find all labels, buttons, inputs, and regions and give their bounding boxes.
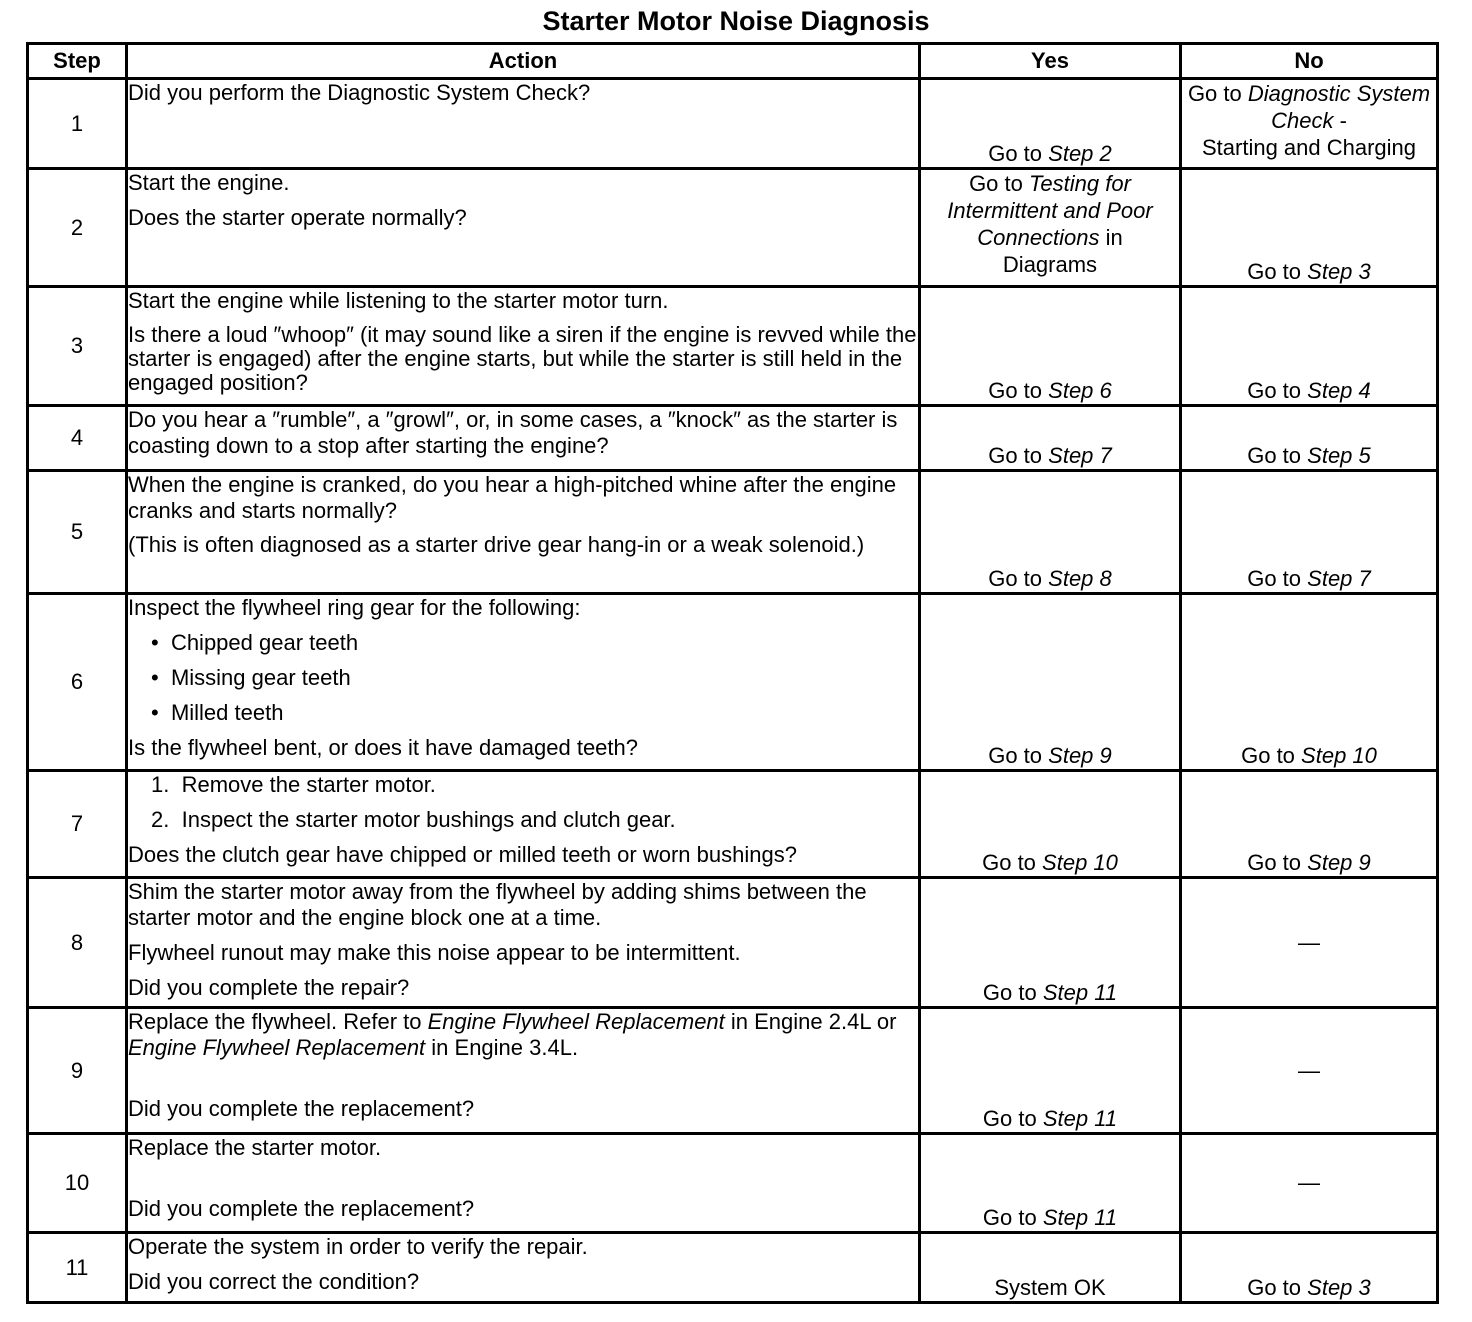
table-row [28,878,1438,1008]
action-question: Did you complete the repair? [128,975,410,1000]
no-cell [1181,169,1438,287]
no-cell [1181,287,1438,406]
step-number: 5 [28,471,127,594]
action-instruction: Inspect the flywheel ring gear for the following: [128,595,581,620]
no-step-link[interactable]: Step 5 [1307,443,1371,468]
step-number: 1 [28,79,127,169]
yes-cell [920,1233,1181,1303]
step-number: 8 [28,878,127,1008]
table-row [28,771,1438,878]
bullet-text: Milled teeth [170,700,284,725]
step-number: 4 [28,406,127,471]
bullet-text: Missing gear teeth [170,665,351,690]
step-text: Inspect the starter motor bushings and clutch gear. [181,807,676,832]
action-cell [127,169,920,287]
step-number: 7 [28,771,127,878]
go-to-text: Go to [988,443,1043,468]
numbered-step [151,807,918,833]
no-cell [1181,771,1438,878]
action-cell [127,1233,920,1303]
go-to-text: Go to [969,171,1023,196]
no-cell [1181,594,1438,771]
no-step-link[interactable]: Step 4 [1307,378,1371,403]
table-row [28,1008,1438,1134]
go-to-text: Go to [1187,81,1242,106]
yes-suffix: in [1099,225,1123,250]
bullet-item [151,630,918,656]
no-cell-empty: — [1181,1008,1438,1134]
instruction-text: in Engine 3.4L. [425,1035,579,1060]
yes-step-link[interactable]: Step 2 [1048,141,1112,166]
action-note: (This is often diagnosed as a starter drive gear hang-in or a weak solenoid.) [128,532,865,557]
no-step-link[interactable]: Step 3 [1307,1275,1371,1300]
go-to-text: Go to [988,743,1043,768]
table-row [28,79,1438,169]
yes-cell [920,1008,1181,1134]
step-number: 11 [28,1233,127,1303]
action-question: Is there a loud ″whoop″ (it may sound like a siren if the engine is revved while the starter is engaged) after the engine starts, but while the starter is still held in the engaged position? [128,322,917,395]
step-number: 9 [28,1008,127,1134]
action-question: Did you complete the replacement? [128,1196,475,1221]
yes-step-link[interactable]: Step 8 [1048,566,1112,591]
go-to-text: Go to [1247,566,1302,591]
procedure-link[interactable]: Engine Flywheel Replacement [128,1035,426,1060]
yes-cell [920,287,1181,406]
no-cell [1181,471,1438,594]
yes-step-link[interactable]: Step 11 [1042,980,1118,1005]
no-step-link[interactable]: Step 3 [1307,259,1371,284]
yes-cell [920,406,1181,471]
action-instruction: Operate the system in order to verify the repair. [128,1234,588,1259]
go-to-text: Go to [1247,443,1302,468]
action-question: Does the clutch gear have chipped or milled teeth or worn bushings? [128,842,797,867]
step-index: 2. [151,807,170,832]
instruction-text: in Engine 2.4L or [724,1009,897,1034]
yes-procedure-link[interactable]: Testing for Intermittent and Poor Connections [947,171,1153,250]
yes-cell [920,878,1181,1008]
no-subtext: Starting and Charging [1201,135,1417,160]
step-number: 6 [28,594,127,771]
bullet-icon: • [151,630,159,655]
table-row [28,287,1438,406]
action-cell [127,406,920,471]
yes-cell [920,1134,1181,1233]
action-instruction: Start the engine. [128,170,290,195]
header-row [28,44,1438,79]
step-text: Remove the starter motor. [181,772,436,797]
yes-cell [920,771,1181,878]
go-to-text: Go to [1247,1275,1302,1300]
yes-step-link[interactable]: Step 9 [1048,743,1112,768]
no-cell [1181,1233,1438,1303]
go-to-text: Go to [1247,259,1302,284]
no-cell [1181,406,1438,471]
action-cell [127,471,920,594]
procedure-link[interactable]: Engine Flywheel Replacement [427,1009,725,1034]
system-ok-text: System OK [994,1275,1106,1300]
action-cell [127,79,920,169]
go-to-text: Go to [1241,743,1295,768]
action-question: Do you hear a ″rumble″, a ″growl″, or, in some cases, a ″knock″ as the starter is coasting down to a stop after starting the engine? [128,407,898,458]
go-to-text: Go to [1247,378,1302,403]
go-to-text: Go to [988,141,1043,166]
action-question: When the engine is cranked, do you hear a high-pitched whine after the engine cranks and starts normally? [128,472,897,523]
header-no: No [1181,44,1438,79]
go-to-text: Go to [982,1205,1037,1230]
table-row [28,594,1438,771]
header-step: Step [28,44,127,79]
numbered-step [151,772,918,798]
action-instruction: Replace the starter motor. [128,1135,382,1160]
bullet-icon: • [151,700,159,725]
bullet-item [151,665,918,691]
yes-cell [920,169,1181,287]
yes-step-link[interactable]: Step 10 [1042,850,1118,875]
table-row [28,1134,1438,1233]
action-note: Flywheel runout may make this noise appear to be intermittent. [128,940,741,965]
no-procedure-link[interactable]: Diagnostic System Check [1247,81,1431,133]
yes-subtext: Diagrams [1002,252,1098,277]
step-number: 3 [28,287,127,406]
bullet-text: Chipped gear teeth [170,630,359,655]
table-row [28,169,1438,287]
action-instruction [128,1009,918,1061]
action-cell [127,1008,920,1134]
action-question: Did you complete the replacement? [128,1096,475,1121]
action-question: Did you perform the Diagnostic System Check? [128,80,591,105]
yes-cell [920,79,1181,169]
no-step-link[interactable]: Step 7 [1307,566,1371,591]
yes-step-link[interactable]: Step 7 [1048,443,1112,468]
action-cell [127,771,920,878]
action-question: Is the flywheel bent, or does it have damaged teeth? [128,735,638,760]
go-to-text: Go to [988,566,1043,591]
yes-cell [920,594,1181,771]
go-to-text: Go to [988,378,1043,403]
step-number: 10 [28,1134,127,1233]
no-cell-empty: — [1181,1134,1438,1233]
action-cell [127,287,920,406]
yes-step-link[interactable]: Step 6 [1048,378,1112,403]
yes-cell [920,471,1181,594]
step-number: 2 [28,169,127,287]
yes-step-link[interactable]: Step 11 [1042,1106,1118,1131]
yes-step-link[interactable]: Step 11 [1042,1205,1118,1230]
go-to-text: Go to [982,1106,1037,1131]
instruction-text: Replace the flywheel. Refer to [128,1009,428,1034]
no-step-link[interactable]: Step 10 [1301,743,1377,768]
table-row [28,1233,1438,1303]
bullet-item [151,700,918,726]
action-question: Does the starter operate normally? [128,205,467,230]
no-cell-empty: — [1181,878,1438,1008]
action-question: Did you correct the condition? [128,1269,420,1294]
action-cell [127,1134,920,1233]
go-to-text: Go to [982,850,1036,875]
no-step-link[interactable]: Step 9 [1307,850,1371,875]
page-title: Starter Motor Noise Diagnosis [542,6,930,36]
go-to-text: Go to [982,980,1037,1005]
diagnosis-table [26,42,1439,1304]
action-cell [127,878,920,1008]
table-row [28,406,1438,471]
action-instruction: Start the engine while listening to the starter motor turn. [128,288,669,313]
action-cell [127,594,920,771]
go-to-text: Go to [1247,850,1302,875]
step-index: 1. [151,772,170,797]
no-suffix: - [1333,108,1347,133]
bullet-icon: • [151,665,159,690]
no-cell [1181,79,1438,169]
table-row [28,471,1438,594]
action-instruction: Shim the starter motor away from the flywheel by adding shims between the starter motor and the engine block one at a time. [128,879,867,930]
header-yes: Yes [920,44,1181,79]
header-action: Action [127,44,920,79]
